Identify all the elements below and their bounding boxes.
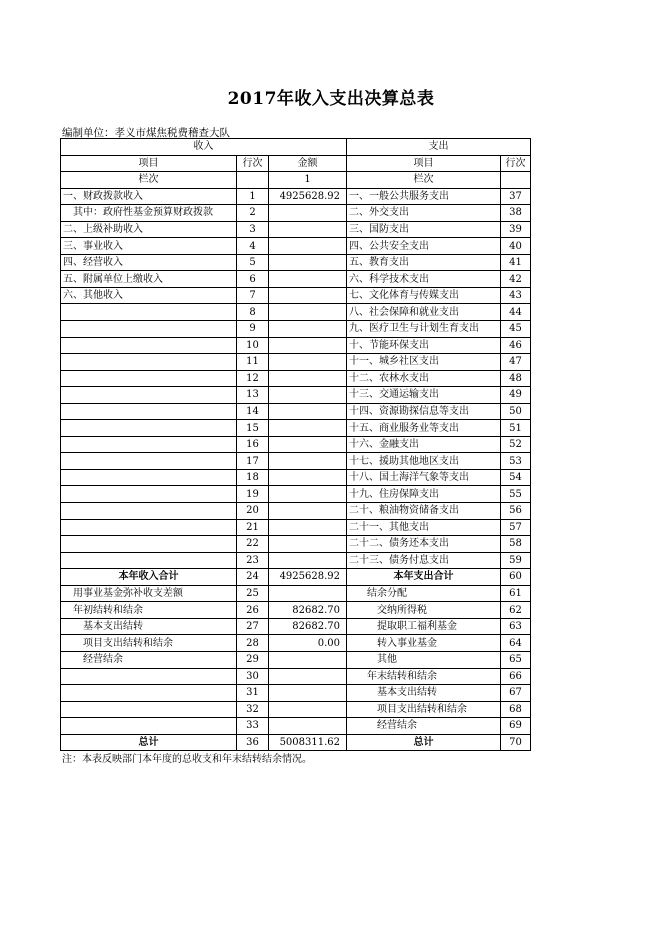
income-line-no: 22 xyxy=(237,536,269,553)
income-amount xyxy=(269,387,347,404)
income-amount xyxy=(269,304,347,321)
income-amount xyxy=(269,453,347,470)
income-amount xyxy=(269,221,347,238)
income-amount: 4925628.92 xyxy=(269,569,347,586)
expense-item: 五、教育支出 xyxy=(347,254,501,271)
expense-item: 十八、国土海洋气象等支出 xyxy=(347,469,501,486)
income-item xyxy=(61,420,237,437)
income-item: 三、事业收入 xyxy=(61,238,237,255)
income-item: 一、财政拨款收入 xyxy=(61,188,237,205)
table-row xyxy=(61,503,531,520)
expense-line-no: 59 xyxy=(501,552,531,569)
income-line-no: 32 xyxy=(237,701,269,718)
income-line-no: 13 xyxy=(237,387,269,404)
income-item: 四、经营收入 xyxy=(61,254,237,271)
table-row xyxy=(61,486,531,503)
income-amount xyxy=(269,354,347,371)
expense-item: 九、医疗卫生与计划生育支出 xyxy=(347,321,501,338)
income-item xyxy=(61,304,237,321)
income-amount xyxy=(269,271,347,288)
income-line-no: 9 xyxy=(237,321,269,338)
income-item xyxy=(61,453,237,470)
table-row xyxy=(61,420,531,437)
table-row xyxy=(61,254,531,271)
income-item: 经营结余 xyxy=(61,651,237,668)
income-line-no: 4 xyxy=(237,238,269,255)
income-item: 用事业基金弥补收支差额 xyxy=(61,585,237,602)
expense-item: 十、节能环保支出 xyxy=(347,337,501,354)
income-amount xyxy=(269,651,347,668)
expense-item: 二十三、债务付息支出 xyxy=(347,552,501,569)
income-line-no: 21 xyxy=(237,519,269,536)
table-row xyxy=(61,370,531,387)
expense-line-no: 69 xyxy=(501,718,531,735)
income-line-no: 36 xyxy=(237,734,269,751)
expense-line-no: 58 xyxy=(501,536,531,553)
expense-item: 总计 xyxy=(347,734,501,751)
income-item xyxy=(61,486,237,503)
expense-line-no: 60 xyxy=(501,569,531,586)
table-row xyxy=(61,271,531,288)
expense-item: 十四、资源勘探信息等支出 xyxy=(347,403,501,420)
income-line-no: 27 xyxy=(237,618,269,635)
expense-item: 七、文化体育与传媒支出 xyxy=(347,287,501,304)
table-row xyxy=(61,403,531,420)
income-amount xyxy=(269,685,347,702)
income-item: 基本支出结转 xyxy=(61,618,237,635)
income-item: 二、上级补助收入 xyxy=(61,221,237,238)
income-item xyxy=(61,685,237,702)
income-line-no: 10 xyxy=(237,337,269,354)
income-amount xyxy=(269,238,347,255)
income-amount: 4925628.92 xyxy=(269,188,347,205)
expense-item: 交纳所得税 xyxy=(347,602,501,619)
income-line-no: 17 xyxy=(237,453,269,470)
income-item xyxy=(61,701,237,718)
income-item xyxy=(61,370,237,387)
income-line-no: 14 xyxy=(237,403,269,420)
income-line-no: 5 xyxy=(237,254,269,271)
expense-item: 二十一、其他支出 xyxy=(347,519,501,536)
expense-line-no: 47 xyxy=(501,354,531,371)
expense-item: 十六、金融支出 xyxy=(347,436,501,453)
col-line: 行次 xyxy=(237,155,269,172)
table-row xyxy=(61,585,531,602)
income-item xyxy=(61,436,237,453)
income-line-no: 23 xyxy=(237,552,269,569)
expense-line-no: 42 xyxy=(501,271,531,288)
income-item xyxy=(61,503,237,520)
reporting-unit: 编制单位：孝义市煤焦税费稽查大队 xyxy=(62,127,230,139)
income-line-no: 11 xyxy=(237,354,269,371)
income-line-no: 24 xyxy=(237,569,269,586)
expense-line-no: 65 xyxy=(501,651,531,668)
expense-line-no: 54 xyxy=(501,469,531,486)
table-row xyxy=(61,287,531,304)
expense-line-no: 50 xyxy=(501,403,531,420)
expense-item: 二、外交支出 xyxy=(347,205,501,222)
table-row xyxy=(61,734,531,751)
income-line-no: 2 xyxy=(237,205,269,222)
expense-header: 支出 xyxy=(347,139,531,156)
expense-line-no: 64 xyxy=(501,635,531,652)
expense-item: 十五、商业服务业等支出 xyxy=(347,420,501,437)
col-index-num: 1 xyxy=(269,172,347,189)
income-line-no: 29 xyxy=(237,651,269,668)
income-item xyxy=(61,552,237,569)
income-line-no: 1 xyxy=(237,188,269,205)
expense-line-no: 63 xyxy=(501,618,531,635)
table-row xyxy=(61,701,531,718)
expense-line-no: 39 xyxy=(501,221,531,238)
expense-line-no: 66 xyxy=(501,668,531,685)
expense-line-no: 57 xyxy=(501,519,531,536)
expense-line-no: 53 xyxy=(501,453,531,470)
income-amount xyxy=(269,503,347,520)
table-row xyxy=(61,469,531,486)
expense-item: 一、一般公共服务支出 xyxy=(347,188,501,205)
table-row xyxy=(61,387,531,404)
income-line-no: 16 xyxy=(237,436,269,453)
expense-line-no: 41 xyxy=(501,254,531,271)
expense-item: 项目支出结转和结余 xyxy=(347,701,501,718)
expense-item: 基本支出结转 xyxy=(347,685,501,702)
income-header: 收入 xyxy=(61,139,347,156)
table-row xyxy=(61,453,531,470)
income-amount xyxy=(269,469,347,486)
income-amount: 82682.70 xyxy=(269,618,347,635)
col-item: 项目 xyxy=(61,155,237,172)
expense-line-no: 62 xyxy=(501,602,531,619)
income-item: 其中：政府性基金预算财政拨款 xyxy=(61,205,237,222)
income-item xyxy=(61,668,237,685)
income-amount xyxy=(269,519,347,536)
income-amount xyxy=(269,287,347,304)
income-amount xyxy=(269,585,347,602)
expense-line-no: 55 xyxy=(501,486,531,503)
income-line-no: 33 xyxy=(237,718,269,735)
page-title: 2017年收入支出决算总表 xyxy=(227,89,435,109)
table-row xyxy=(61,536,531,553)
col-index-label: 栏次 xyxy=(61,172,237,189)
expense-item: 十二、农林水支出 xyxy=(347,370,501,387)
table-row xyxy=(61,519,531,536)
income-line-no: 26 xyxy=(237,602,269,619)
table-row xyxy=(61,304,531,321)
income-amount xyxy=(269,205,347,222)
income-item: 六、其他收入 xyxy=(61,287,237,304)
income-line-no: 7 xyxy=(237,287,269,304)
income-amount xyxy=(269,403,347,420)
expense-item: 结余分配 xyxy=(347,585,501,602)
income-line-no: 12 xyxy=(237,370,269,387)
expense-line-no: 67 xyxy=(501,685,531,702)
table-row xyxy=(61,635,531,652)
col-index-empty xyxy=(237,172,269,189)
income-item: 总计 xyxy=(61,734,237,751)
expense-line-no: 49 xyxy=(501,387,531,404)
income-item: 五、附属单位上缴收入 xyxy=(61,271,237,288)
expense-item: 六、科学技术支出 xyxy=(347,271,501,288)
expense-item: 十三、交通运输支出 xyxy=(347,387,501,404)
income-amount xyxy=(269,536,347,553)
col-index-empty-right xyxy=(501,172,531,189)
income-amount xyxy=(269,420,347,437)
income-line-no: 20 xyxy=(237,503,269,520)
income-line-no: 8 xyxy=(237,304,269,321)
table-row xyxy=(61,205,531,222)
expense-line-no: 45 xyxy=(501,321,531,338)
income-item xyxy=(61,536,237,553)
income-line-no: 28 xyxy=(237,635,269,652)
income-item xyxy=(61,469,237,486)
expense-item: 四、公共安全支出 xyxy=(347,238,501,255)
income-item xyxy=(61,387,237,404)
expense-line-no: 43 xyxy=(501,287,531,304)
income-amount: 0.00 xyxy=(269,635,347,652)
table-row xyxy=(61,321,531,338)
expense-line-no: 70 xyxy=(501,734,531,751)
table-row xyxy=(61,668,531,685)
income-amount xyxy=(269,552,347,569)
summary-table xyxy=(60,138,531,751)
table-row xyxy=(61,354,531,371)
table-row xyxy=(61,602,531,619)
expense-line-no: 38 xyxy=(501,205,531,222)
expense-item: 十九、住房保障支出 xyxy=(347,486,501,503)
table-row xyxy=(61,552,531,569)
table-row xyxy=(61,618,531,635)
footnote: 注：本表反映部门本年度的总收支和年末结转结余情况。 xyxy=(62,754,312,765)
table-row xyxy=(61,718,531,735)
table-row xyxy=(61,569,531,586)
income-line-no: 6 xyxy=(237,271,269,288)
table-row xyxy=(61,221,531,238)
table-row xyxy=(61,436,531,453)
expense-line-no: 52 xyxy=(501,436,531,453)
income-amount xyxy=(269,436,347,453)
expense-line-no: 48 xyxy=(501,370,531,387)
income-line-no: 19 xyxy=(237,486,269,503)
income-line-no: 30 xyxy=(237,668,269,685)
expense-item: 十一、城乡社区支出 xyxy=(347,354,501,371)
income-amount: 82682.70 xyxy=(269,602,347,619)
income-amount xyxy=(269,701,347,718)
income-amount: 5008311.62 xyxy=(269,734,347,751)
expense-item: 八、社会保障和就业支出 xyxy=(347,304,501,321)
income-line-no: 3 xyxy=(237,221,269,238)
expense-item: 二十、粮油物资储备支出 xyxy=(347,503,501,520)
expense-item: 转入事业基金 xyxy=(347,635,501,652)
col-line-right: 行次 xyxy=(501,155,531,172)
income-amount xyxy=(269,254,347,271)
income-item xyxy=(61,354,237,371)
income-item xyxy=(61,718,237,735)
col-item-right: 项目 xyxy=(347,155,501,172)
table-row xyxy=(61,188,531,205)
income-amount xyxy=(269,370,347,387)
expense-item: 其他 xyxy=(347,651,501,668)
expense-line-no: 56 xyxy=(501,503,531,520)
expense-line-no: 40 xyxy=(501,238,531,255)
expense-line-no: 61 xyxy=(501,585,531,602)
income-amount xyxy=(269,718,347,735)
income-amount xyxy=(269,486,347,503)
income-item xyxy=(61,519,237,536)
expense-item: 年末结转和结余 xyxy=(347,668,501,685)
income-amount xyxy=(269,668,347,685)
expense-item: 十七、援助其他地区支出 xyxy=(347,453,501,470)
expense-item: 本年支出合计 xyxy=(347,569,501,586)
section-header-row xyxy=(61,139,531,156)
expense-line-no: 46 xyxy=(501,337,531,354)
expense-item: 提取职工福利基金 xyxy=(347,618,501,635)
income-line-no: 18 xyxy=(237,469,269,486)
table-row xyxy=(61,685,531,702)
income-line-no: 25 xyxy=(237,585,269,602)
expense-item: 二十二、债务还本支出 xyxy=(347,536,501,553)
expense-item: 三、国防支出 xyxy=(347,221,501,238)
table-row xyxy=(61,651,531,668)
expense-item: 经营结余 xyxy=(347,718,501,735)
expense-line-no: 68 xyxy=(501,701,531,718)
expense-line-no: 51 xyxy=(501,420,531,437)
column-header-row xyxy=(61,155,531,172)
income-line-no: 15 xyxy=(237,420,269,437)
income-item: 项目支出结转和结余 xyxy=(61,635,237,652)
table-row xyxy=(61,337,531,354)
income-item: 年初结转和结余 xyxy=(61,602,237,619)
column-index-row xyxy=(61,172,531,189)
col-amount: 金额 xyxy=(269,155,347,172)
income-item xyxy=(61,321,237,338)
income-item xyxy=(61,403,237,420)
expense-line-no: 37 xyxy=(501,188,531,205)
table-row xyxy=(61,238,531,255)
income-item xyxy=(61,337,237,354)
income-amount xyxy=(269,337,347,354)
expense-line-no: 44 xyxy=(501,304,531,321)
col-index-label-right: 栏次 xyxy=(347,172,501,189)
income-item: 本年收入合计 xyxy=(61,569,237,586)
income-amount xyxy=(269,321,347,338)
income-line-no: 31 xyxy=(237,685,269,702)
